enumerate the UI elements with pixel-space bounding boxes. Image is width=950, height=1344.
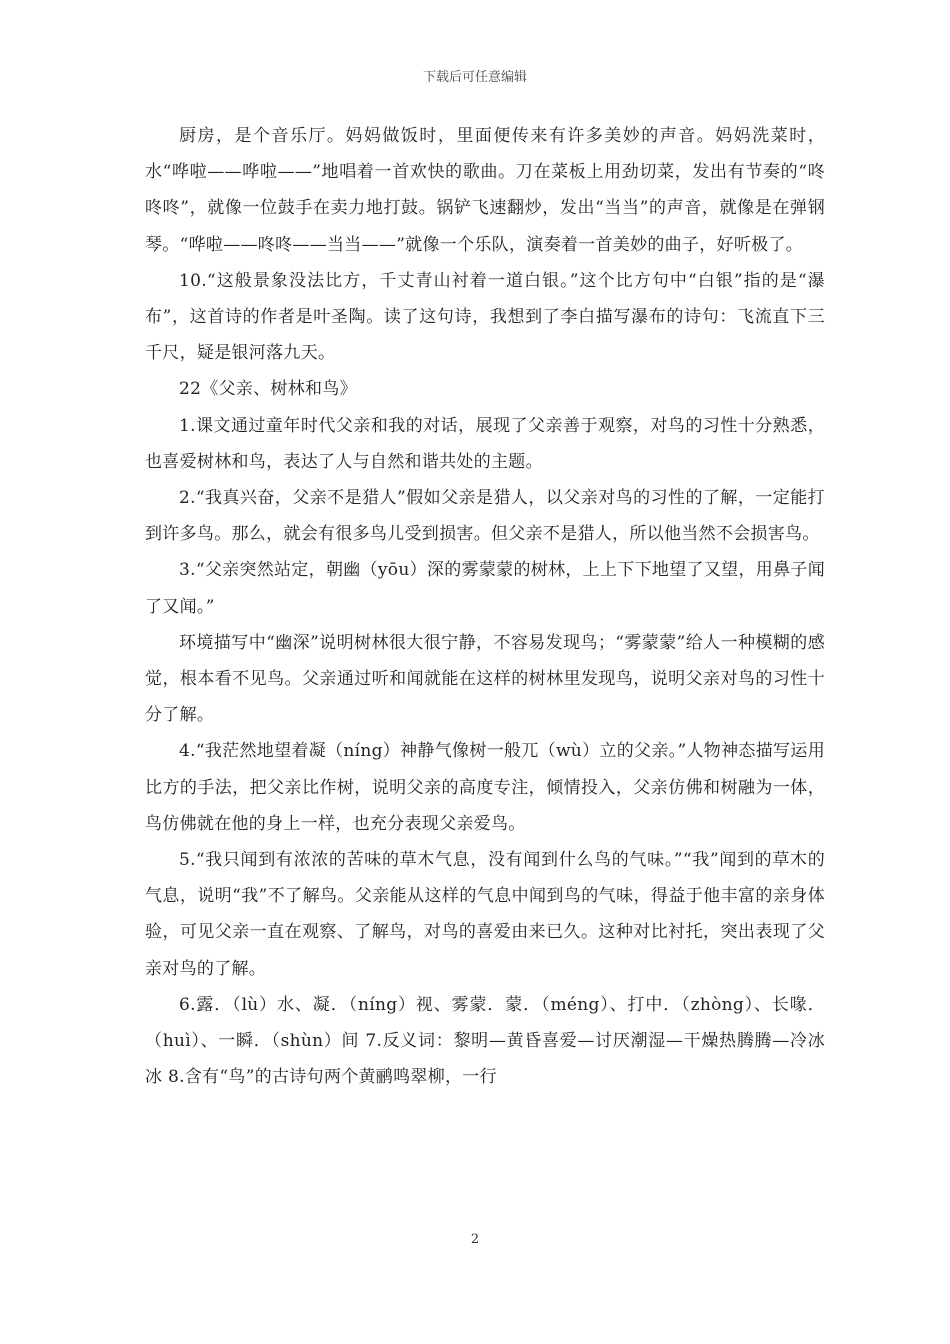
paragraph-item-6-7-8: 6.露．（lù）水、凝．（níng）视、雾蒙．蒙．（méng）、打中．（zhòng）、长喙．（huì）、一瞬．（shùn）间 7.反义词：黎明—黄昏喜爱—讨厌潮湿—干燥热腾腾—冷冰冰 8.含有“鸟”的古诗句两个黄鹂鸣翠柳，一行 [145,994,825,1088]
paragraph-environment-description: 环境描写中“幽深”说明树林很大很宁静，不容易发现鸟；“雾蒙蒙”给人一种模糊的感觉，根本看不见鸟。父亲通过听和闻就能在这样的树林里发现鸟，说明父亲对鸟的习性十分了解。 [145,632,825,726]
paragraph-item-4: 4.“我茫然地望着凝（níng）神静气像树一般兀（wù）立的父亲。”人物神态描写运用比方的手法，把父亲比作树，说明父亲的高度专注，倾情投入，父亲仿佛和树融为一体，鸟仿佛就在他的身上一样，也充分表现父亲爱鸟。 [145,741,825,834]
paragraph-item-5: 5.“我只闻到有浓浓的苦味的草木气息，没有闻到什么鸟的气味。”“我”闻到的草木的气息，说明“我”不了解鸟。父亲能从这样的气息中闻到鸟的气味，得益于他丰富的亲身体验，可见父亲一直在观察、了解鸟，对鸟的喜爱由来已久。这种对比衬托，突出表现了父亲对鸟的了解。 [145,850,825,979]
page-header: 下载后可任意编辑 [422,70,527,85]
document-body [145,118,825,1095]
paragraph-item-2: 2.“我真兴奋，父亲不是猎人”假如父亲是猎人，以父亲对鸟的习性的了解，一定能打到许多鸟。那么，就会有很多鸟儿受到损害。但父亲不是猎人，所以他当然不会损害鸟。 [145,488,825,545]
section-title-lesson-22: 22《父亲、树林和鸟》 [179,379,357,400]
page-number: 2 [470,1232,480,1247]
paragraph-item-10: 10.“这般景象没法比方，千丈青山衬着一道白银。”这个比方句中“白银”指的是“瀑布”，这首诗的作者是叶圣陶。读了这句诗，我想到了李白描写瀑布的诗句：飞流直下三千尺，疑是银河落九天。 [145,270,825,364]
paragraph-item-1: 1.课文通过童年时代父亲和我的对话，展现了父亲善于观察，对鸟的习性十分熟悉，也喜爱树林和鸟，表达了人与自然和谐共处的主题。 [145,415,825,472]
paragraph-item-3: 3.“父亲突然站定，朝幽（yōu）深的雾蒙蒙的树林，上上下下地望了又望，用鼻子闻了又闻。” [145,560,825,617]
paragraph-kitchen-essay: 厨房，是个音乐厅。妈妈做饭时，里面便传来有许多美妙的声音。妈妈洗菜时，水“哗啦——哗啦——”地唱着一首欢快的歌曲。刀在菜板上用劲切菜，发出有节奏的“咚咚咚”，就像一位鼓手在卖力地打鼓。锅铲飞速翻炒，发出“当当”的声音，就像是在弹钢琴。“哗啦——咚咚——当当——”就像一个乐队，演奏着一首美妙的曲子，好听极了。 [145,126,825,255]
